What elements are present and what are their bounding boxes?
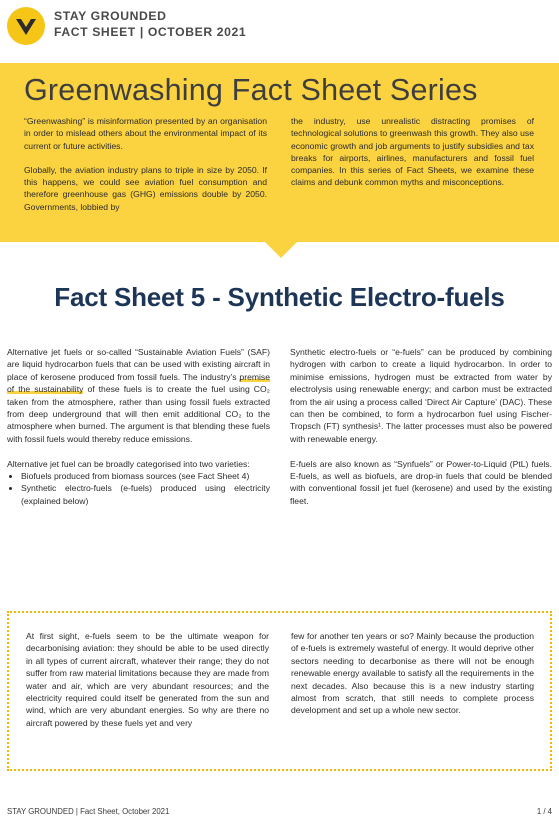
intro-paragraph: Globally, the aviation industry plans to triple in size by 2050. If this happens, we could see aviation fuel consumption and therefore greenhouse gas (GHG) emissions double by 2050. Governments, lobbied by [24,164,267,212]
brand-subtitle: FACT SHEET | OCTOBER 2021 [54,25,247,39]
body-paragraph: E-fuels are also known as “Synfuels” or Power-to-Liquid (PtL) fuels. E-fuels, as well as biofuels, are drop-in fuels that could be blended with conventional fossil jet fuel (kerosene) and used by the existing fleet. [290,458,552,506]
body-right-column [290,346,552,520]
body-paragraph [7,346,270,445]
highlighted-phrase: premise of the sustainability [7,371,270,395]
brand-name: STAY GROUNDED [54,9,167,23]
intro-paragraph: “Greenwashing” is misinformation presented by an organisation in order to mislead others about the environmental impact of its current or future activities. [24,116,267,151]
body-paragraph: Alternative jet fuel can be broadly categorised into two varieties: [7,458,250,469]
brand-header [54,8,246,40]
fact-sheet-title: Fact Sheet 5 - Synthetic Electro-fuels [54,282,505,312]
body-left-column [7,346,270,507]
text-run: of these fuels is to create the fuel using CO₂ taken from the atmosphere, rather than using fossil fuels extracted from deep underground that will then emit additional CO₂ to the atmosphere when burned. The argument is that blending these fuels with fossil fuels would thereby reduce emissions. [7,384,270,444]
callout-text-left: At first sight, e-fuels seem to be the ultimate weapon for decarbonising aviation: they should be able to be used directly in all types of current aircraft, whatever their range; they do not suffer from raw material limitations because they are made from water and air, which are very abundant resources; and the electricity required could itself be generated from the sun and wind, which are very abundant energies. So why are there no aircraft powered by these fuels yet and very [26,631,269,728]
series-intro-left [24,115,267,225]
stay-grounded-logo [7,7,45,45]
text-run: Alternative jet fuels or so-called “Sustainable Aviation Fuels” (SAF) are liquid hydrocarbon fuels that can be used with existing aircraft in place of kerosene produced from fossil fuels. The industry’s [7,347,270,382]
body-paragraph: Synthetic electro-fuels or “e-fuels” can be produced by combining hydrogen with carbon to create a liquid hydrocarbon. In order to minimise emissions, hydrogen must be extracted from water by electrolysis using renewable energy; and carbon must be extracted from the air using a process called ‘Direct Air Capture’ (DAC). These can then be combined, to form a hydrocarbon fuel using Fischer-Tropsch (FT) synthesis¹. The latter processes must also be powered with renewable energy. [290,347,552,444]
list-item: • Synthetic electro-fuels (e-fuels) produced using electricity (explained below) [21,482,270,507]
footer-source: STAY GROUNDED | Fact Sheet, October 2021 [7,807,170,816]
series-title: Greenwashing Fact Sheet Series [24,73,478,107]
page-number: 1 / 4 [536,807,552,816]
banner-pointer [264,241,298,258]
list-item: • Biofuels produced from biomass sources (see Fact Sheet 4) [21,470,270,482]
callout-text-right: few for another ten years or so? Mainly because the production of e-fuels is extremely wasteful of energy. It would deprive other sectors needing to decarbonise as there will not be enough renewable energy available to satisfy all the requirements in the next decades. Also because this is a new industry starting almost from scratch, that still needs to complete process development and set up a whole new sector. [291,631,534,716]
fuel-varieties-list [7,470,270,507]
logo-mark-icon [7,7,45,45]
intro-paragraph: the industry, use unrealistic distracting promises of technological solutions to greenwash this growth. They also use economic growth and job arguments to justify subsidies and tax breaks for airports, airlines, manufacturers and fossil fuel companies. In this series of Fact Sheets, we examine these claims and debunk common myths and misconceptions. [291,116,534,188]
series-intro-right [291,115,534,201]
